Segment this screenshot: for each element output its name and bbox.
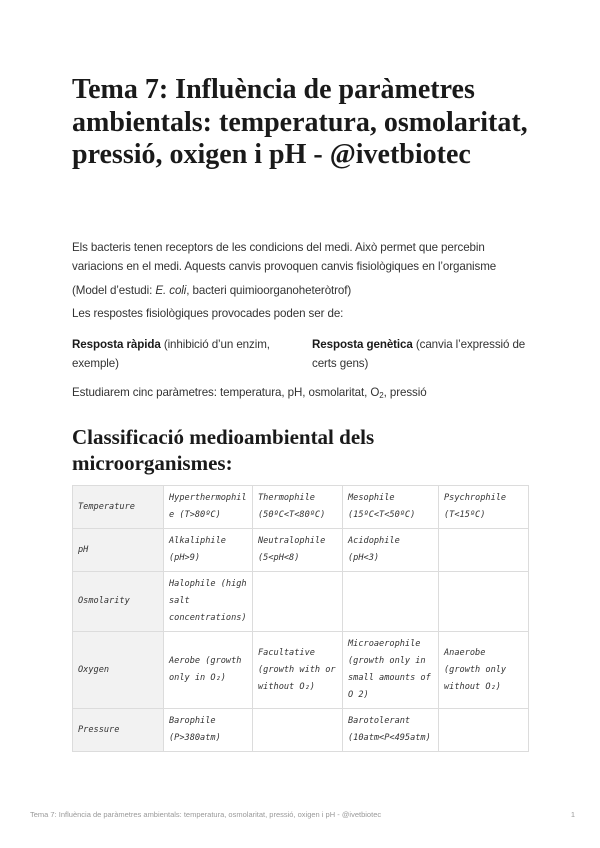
- table-cell: Alkaliphile (pH>9): [164, 529, 253, 572]
- table-cell: Mesophile (15ºC<T<50ºC): [343, 486, 439, 529]
- page-footer: [30, 810, 575, 819]
- model-paragraph: [72, 281, 351, 300]
- table-row: [73, 572, 529, 632]
- row-header: Pressure: [73, 709, 164, 752]
- table-cell: [253, 572, 343, 632]
- fast-response-text: (inhibició d’un enzim, exemple): [72, 338, 270, 370]
- table-cell: [439, 572, 529, 632]
- table-row: [73, 529, 529, 572]
- table-cell: Anaerobe (growth only without O₂): [439, 632, 529, 709]
- table-cell: Microaerophile (growth only in small amounts of O 2): [343, 632, 439, 709]
- genetic-response: [312, 335, 527, 373]
- parameters-subscript: 2: [379, 391, 384, 400]
- row-header: Temperature: [73, 486, 164, 529]
- genetic-response-text: (canvia l’expressió de certs gens): [312, 338, 526, 370]
- parameters-text: Estudiarem cinc paràmetres: temperatura, pH, osmolaritat, O: [72, 386, 380, 399]
- fast-response: [72, 335, 287, 373]
- table-cell: Facultative (growth with or without O₂): [253, 632, 343, 709]
- fast-response-label: Resposta ràpida: [72, 338, 161, 351]
- table-cell: [439, 529, 529, 572]
- table-cell: Acidophile (pH<3): [343, 529, 439, 572]
- table-cell: [253, 709, 343, 752]
- intro-paragraph: Els bacteris tenen receptors de les condicions del medi. Això permet que percebin variacions en el medi. Aquests canvis provoquen canvis fisiològiques en l’organisme: [72, 241, 497, 273]
- table-cell: Thermophile (50ºC<T<80ºC): [253, 486, 343, 529]
- table-cell: [439, 709, 529, 752]
- parameters-paragraph: [72, 383, 427, 405]
- table-cell: Hyperthermophile (T>80ºC): [164, 486, 253, 529]
- section-title: Classificació medioambiental dels microorganismes:: [72, 425, 375, 475]
- model-suffix: , bacteri quimioorganoheteròtrof): [186, 284, 352, 297]
- row-header: Osmolarity: [73, 572, 164, 632]
- responses-intro: Les respostes fisiològiques provocades poden ser de:: [72, 307, 344, 320]
- genetic-response-label: Resposta genètica: [312, 338, 413, 351]
- row-header: pH: [73, 529, 164, 572]
- classification-table: [72, 485, 529, 752]
- row-header: Oxygen: [73, 632, 164, 709]
- table-cell: Neutralophile (5<pH<8): [253, 529, 343, 572]
- table-row: [73, 632, 529, 709]
- table-cell: Barophile (P>380atm): [164, 709, 253, 752]
- page-number: 1: [570, 810, 575, 819]
- table-cell: Halophile (high salt concentrations): [164, 572, 253, 632]
- model-organism: E. coli: [155, 284, 187, 297]
- table-row: [73, 486, 529, 529]
- footer-text: Tema 7: Influència de paràmetres ambientals: temperatura, osmolaritat, pressió, oxigen i pH - @ivetbiotec: [30, 810, 382, 819]
- model-prefix: (Model d’estudi:: [72, 284, 156, 297]
- page-title: Tema 7: Influència de paràmetres ambientals: temperatura, osmolaritat, pressió, oxigen i pH - @ivetbiotec: [72, 74, 528, 170]
- table-cell: Psychrophile (T<15ºC): [439, 486, 529, 529]
- parameters-end: , pressió: [383, 386, 427, 399]
- table-cell: Barotolerant (10atm<P<495atm): [343, 709, 439, 752]
- table-cell: Aerobe (growth only in O₂): [164, 632, 253, 709]
- table-row: [73, 709, 529, 752]
- table-cell: [343, 572, 439, 632]
